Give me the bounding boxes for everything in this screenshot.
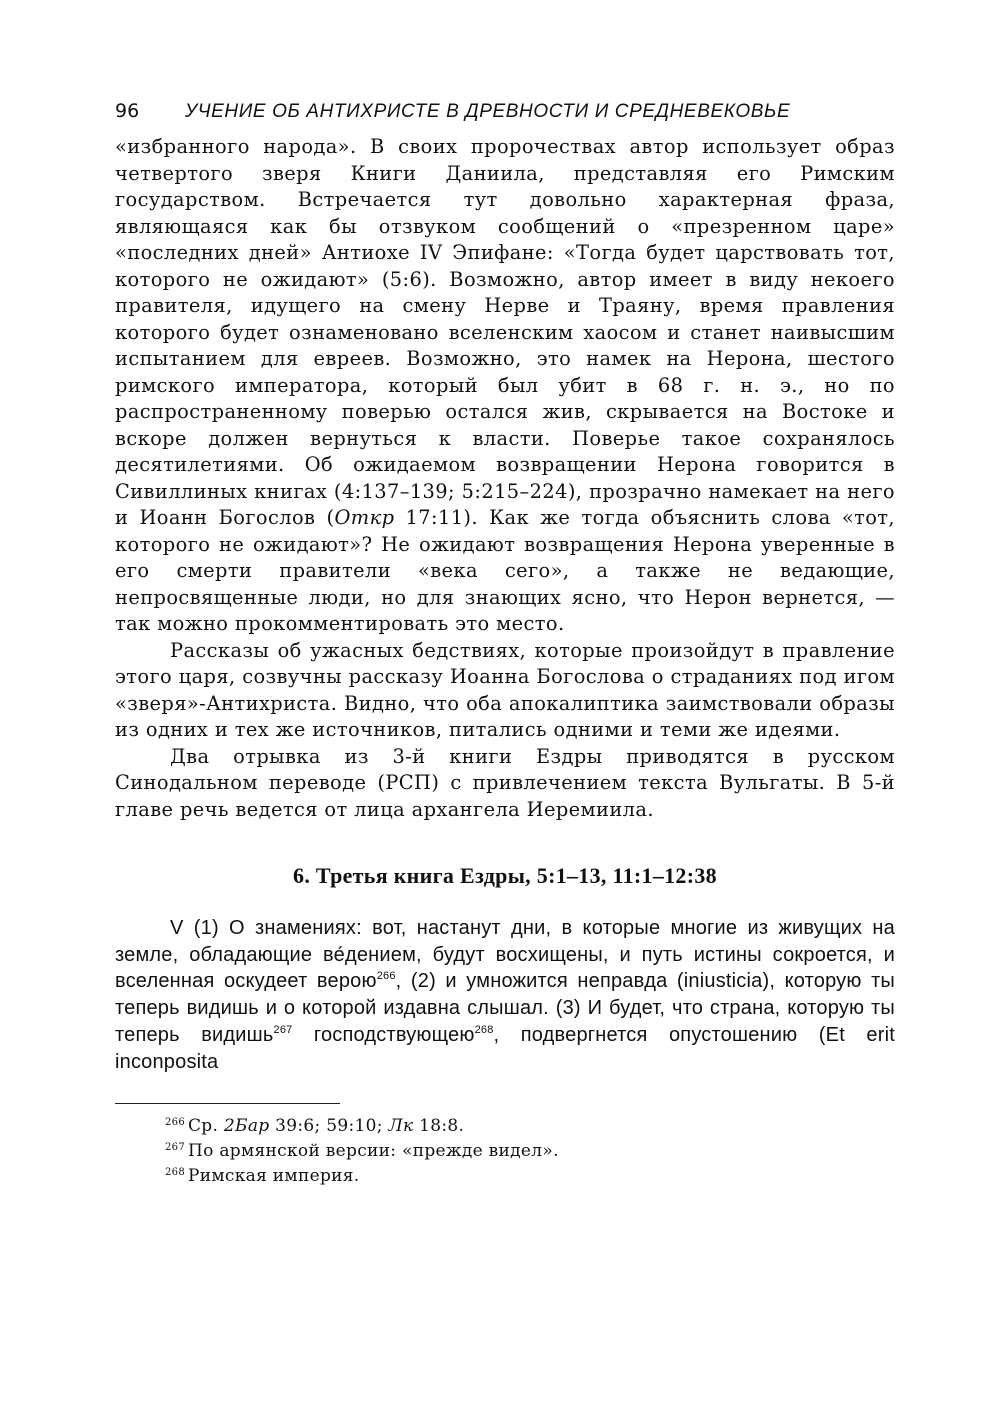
footnotes (115, 1114, 895, 1189)
footnote (165, 1114, 895, 1139)
book-page (115, 100, 895, 1189)
footnote (165, 1164, 895, 1189)
book-reference: 2Бар (223, 1116, 270, 1137)
quote-text-segment: , (2) и умножится неправда (iniusticia), которую ты теперь видишь и о которой издавна слышал. (3) И будет, что страна, которую ты теперь видишь (115, 970, 896, 1046)
paragraph (115, 134, 895, 638)
paragraph-text: 17:11). Как же тогда объяснить слова «тот, которого не ожидают»? Не ожидают возвращения Нерона уверенные в его смерти правители «века сего», а также не ведающие, непросвященные люди, но для знающих ясно, что Нерон вернется, — так можно прокомментировать это место. (115, 506, 895, 635)
quote-paragraph (115, 915, 895, 1075)
section-heading: 6. Третья книга Ездры, 5:1–13, 11:1–12:38 (293, 863, 717, 888)
paragraph: Рассказы об ужасных бедствиях, которые произойдут в правление этого царя, созвучны рассказу Иоанна Богослова о страданиях под игом «зверя»-Антихриста. Видно, что оба апокалиптика заимствовали образы из одних и тех же источников, питались одними и теми же идеями. (115, 638, 895, 741)
book-reference: Откр (334, 506, 395, 529)
quote-text-segment: , подвергнется опустошению (Et erit inconposita (115, 1023, 895, 1073)
running-title: УЧЕНИЕ ОБ АНТИХРИСТЕ В ДРЕВНОСТИ И СРЕДНЕВЕКОВЬЕ (185, 101, 791, 122)
quote-text-segment: господствующею (292, 1023, 475, 1046)
footnote-text: 39:6; 59:10; (269, 1116, 389, 1137)
quoted-text (115, 915, 895, 1075)
paragraph: Два отрывка из 3-й книги Ездры приводятся в русском Синодальном переводе (РСП) с привлечением текста Вульгаты. В 5-й главе речь ведется от лица архангела Иеремиила. (115, 744, 895, 821)
footnote-number: 268 (165, 1167, 185, 1179)
quote-text-segment: V (1) О знамениях: вот, настанут дни, в которые многие из живущих на земле, обладающие ве́дением, будут восхищены, и путь истины сокроется, и вселенная оскудеет верою (115, 917, 895, 993)
paragraph-text: «избранного народа». В своих пророчествах автор использует образ четвертого зверя Книги Даниила, представляя его Римским государством. Встречается тут довольно характерная фраза, являющаяся как бы отзвуком сообщений о «презренном царе» «последних дней» Антиохе IV Эпифане: «Тогда будет царствовать тот, которого не ожидают» (5:6). Возможно, автор имеет в виду некоего правителя, идущего на смену Нерве и Траяну, время правления которого будет ознаменовано вселенским хаосом и станет наивысшим испытанием для евреев. Возможно, это намек на Нерона, шестого римского императора, который был убит в 68 г. н. э., но по распространенному поверью остался жив, скрывается на Востоке и вскоре должен вернуться к власти. Поверье такое сохранялось десятилетиями. Об ожидаемом возвращении Нерона говорится в Сивиллиных книгах (4:137–139; 5:215–224), прозрачно намекает на него и Иоанн Богослов ( (115, 135, 895, 529)
footnote-text: Ср. (188, 1116, 224, 1137)
book-reference: Лк (388, 1116, 414, 1137)
footnote-text: По армянской версии: «прежде видел». (188, 1141, 559, 1162)
page-number: 96 (115, 100, 140, 122)
footnote-ref[interactable]: 267 (273, 1023, 293, 1036)
footnote-divider (115, 1103, 340, 1104)
footnote (165, 1139, 895, 1164)
footnote-number: 266 (165, 1117, 185, 1129)
footnote-number: 267 (165, 1142, 185, 1154)
running-head (115, 100, 895, 134)
body-text (115, 134, 895, 823)
footnote-text: Римская империя. (188, 1166, 360, 1187)
footnote-text: 18:8. (413, 1116, 465, 1137)
footnote-ref[interactable]: 266 (376, 970, 396, 983)
footnote-ref[interactable]: 268 (474, 1023, 494, 1036)
